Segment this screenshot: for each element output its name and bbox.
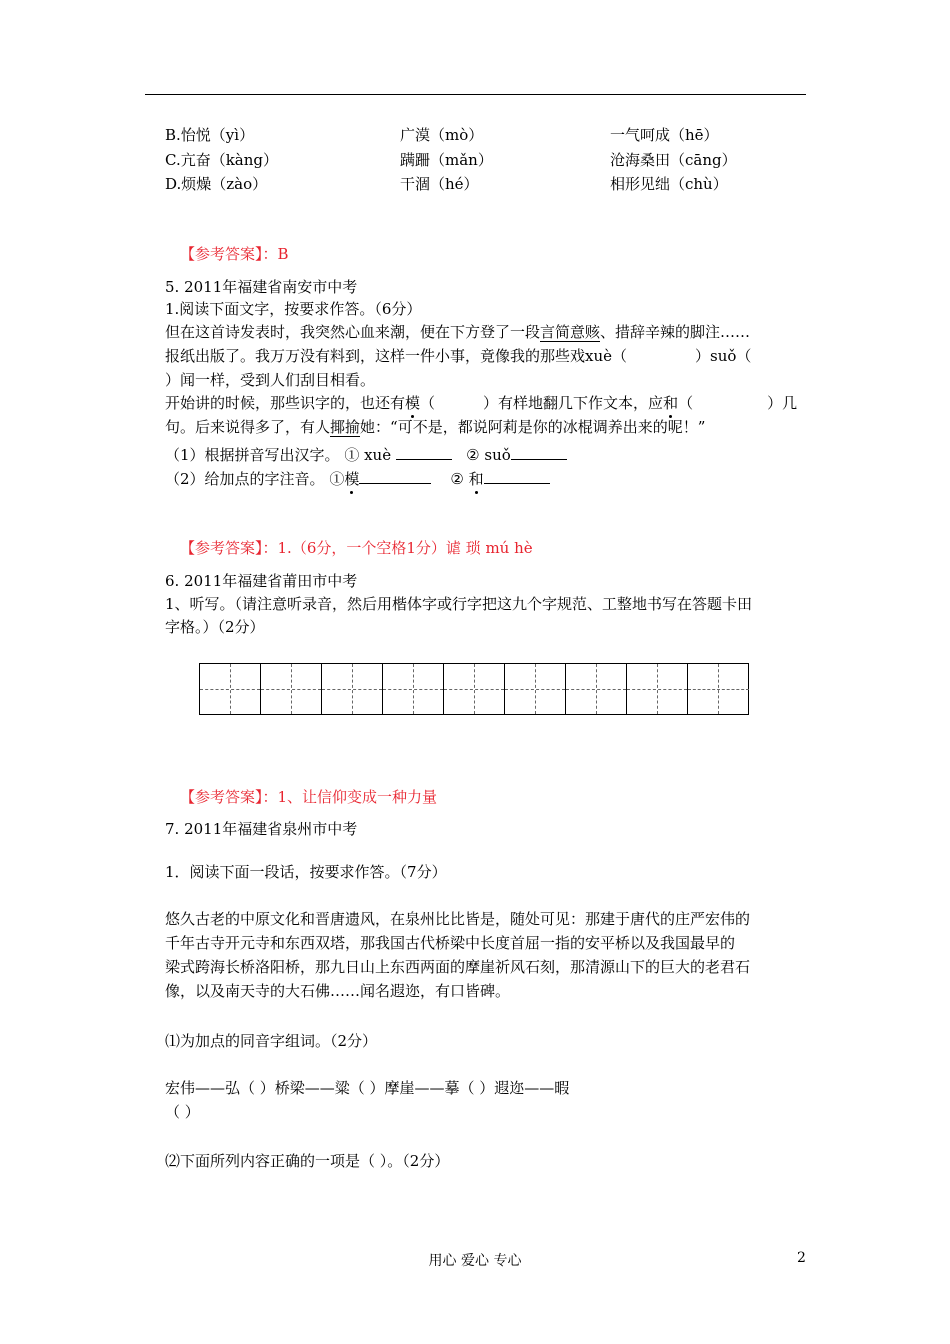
- q6-prompt-line1: 1、听写。（请注意听录音，然后用楷体字或行字把这九个字规范、工整地书写在答题卡田: [165, 595, 753, 613]
- text: ②: [450, 470, 464, 488]
- answer-value: 1、让信仰变成一种力量: [277, 788, 438, 806]
- text: 、措辞辛辣的脚注……: [600, 323, 751, 341]
- answer-blank[interactable]: [396, 447, 452, 460]
- q6-prompt-line2: 字格。）（2分）: [165, 618, 265, 636]
- text: （1）根据拼音写出汉字。 ① xuè: [165, 446, 392, 464]
- answer-label: 【参考答案】：: [180, 788, 278, 806]
- answer-5: [180, 539, 533, 557]
- text: 句。后来说得多了，有人: [165, 418, 331, 436]
- answer-blank[interactable]: [484, 471, 550, 484]
- text: （: [678, 394, 694, 412]
- q5-sub2: [165, 470, 550, 488]
- text: ② suǒ: [466, 446, 511, 464]
- grid-cell[interactable]: [566, 664, 627, 714]
- option-b-col3: 一气呵成（hē）: [610, 126, 719, 144]
- answer-label: 【参考答案】：: [180, 245, 278, 263]
- text: 开始讲的时候，那些识字的，也还有: [165, 394, 406, 412]
- q7-passage-line1: 悠久古老的中原文化和晋唐遗风，在泉州比比皆是，随处可见：那建于唐代的庄严宏伟的: [165, 910, 751, 928]
- answer-label: 【参考答案】：: [180, 539, 278, 557]
- option-b-col2: 广漠（mò）: [400, 126, 484, 144]
- dotted-char: 模: [405, 394, 421, 412]
- q7-sub1: ⑴为加点的同音字组词。（2分）: [165, 1032, 378, 1050]
- grid-cell[interactable]: [261, 664, 322, 714]
- q5-line4: [165, 394, 797, 412]
- q7-sub2: ⑵下面所列内容正确的一项是（ ）。（2分）: [165, 1152, 450, 1170]
- header-rule: [145, 94, 806, 95]
- option-c-col2: 蹒跚（mǎn）: [400, 151, 493, 169]
- q5-line3: ）闻一样，受到人们刮目相看。: [165, 371, 376, 389]
- text: 她：“可不是，都说阿莉是你的冰棍调养出来的呢！”: [360, 418, 706, 436]
- text: ）suǒ（: [695, 347, 752, 365]
- q7-passage-line3: 梁式跨海长桥洛阳桥，那九日山上东西两面的摩崖祈风石刻，那清源山下的巨大的老君石: [165, 958, 751, 976]
- option-d-col3: 相形见绌（chù）: [610, 175, 728, 193]
- grid-cell[interactable]: [383, 664, 444, 714]
- page-footer: 用心 爱心 专心: [428, 1253, 522, 1269]
- q7-words-line2: （ ）: [165, 1103, 200, 1121]
- q7-passage-line2: 千年古寺开元寺和东西双塔，那我国古代桥梁中长度首屈一指的安平桥以及我国最早的: [165, 934, 736, 952]
- text: 报纸出版了。我万万没有料到，这样一件小事，竟像我的那些戏: [165, 347, 586, 365]
- text: （2）给加点的字注音。 ①: [165, 470, 345, 488]
- q5-prompt: 1.阅读下面文字，按要求作答。（6分）: [165, 300, 422, 318]
- answer-blank[interactable]: [511, 447, 567, 460]
- dotted-char: 模: [344, 470, 360, 488]
- q7-prompt: 1．阅读下面一段话，按要求作答。（7分）: [165, 863, 447, 881]
- underlined-word: 揶揄: [330, 418, 361, 436]
- text: 但在这首诗发表时，我突然心血来潮，便在下方登了一段: [165, 323, 541, 341]
- underlined-word: 言简意赅: [540, 323, 601, 341]
- q7-words-line1: 宏伟——弘（ ）桥梁——粱（ ）摩崖——摹（ ）遐迩——暇: [165, 1079, 570, 1097]
- text: （: [420, 394, 436, 412]
- answer-value: B: [277, 245, 289, 263]
- q5-line5: [165, 418, 705, 436]
- answer-value: 1.（6分，一个空格1分）谑 琐 mú hè: [277, 539, 533, 557]
- grid-cell[interactable]: [444, 664, 505, 714]
- q7-passage-line4: 像，以及南天寺的大石佛……闻名遐迩，有口皆碑。: [165, 982, 511, 1000]
- q5-line1: [165, 323, 750, 341]
- text: ）几: [767, 394, 798, 412]
- option-c-col1: C.亢奋（kàng）: [165, 151, 279, 169]
- answer-4: [180, 245, 289, 263]
- dotted-char: 和: [468, 470, 484, 488]
- answer-blank[interactable]: [359, 471, 431, 484]
- q5-line2: [165, 347, 751, 365]
- q6-heading: 6. 2011年福建省莆田市中考: [165, 572, 358, 590]
- grid-cell[interactable]: [505, 664, 566, 714]
- grid-cell[interactable]: [688, 664, 749, 714]
- option-d-col2: 干涸（hé）: [400, 175, 479, 193]
- dotted-char: 和: [663, 394, 679, 412]
- grid-cell[interactable]: [200, 664, 261, 714]
- page-number: 2: [797, 1250, 806, 1266]
- option-d-col1: D.烦燥（zào）: [165, 175, 268, 193]
- q5-heading: 5. 2011年福建省南安市中考: [165, 278, 358, 296]
- answer-6: [180, 788, 437, 806]
- grid-cell[interactable]: [627, 664, 688, 714]
- grid-cell[interactable]: [322, 664, 383, 714]
- q7-heading: 7. 2011年福建省泉州市中考: [165, 820, 358, 838]
- writing-grid: [199, 663, 749, 715]
- option-b-col1: B.怡悦（yì）: [165, 126, 255, 144]
- text: xuè（: [585, 347, 628, 365]
- text: ）有样地翻几下作文本，应: [483, 394, 664, 412]
- q5-sub1: [165, 446, 567, 464]
- option-c-col3: 沧海桑田（cāng）: [610, 151, 737, 169]
